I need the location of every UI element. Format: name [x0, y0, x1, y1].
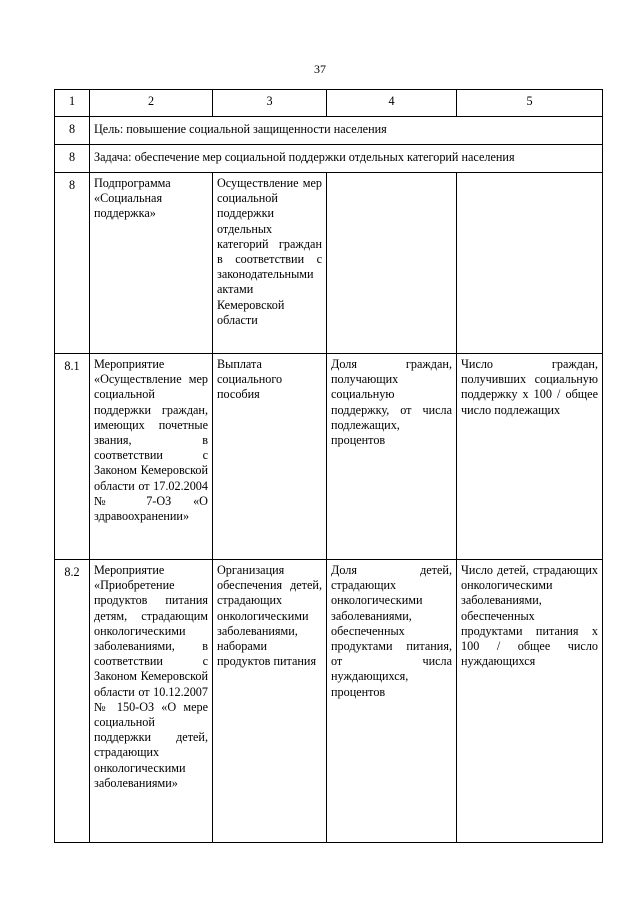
program-name-cell: Мероприятие «Осуществление мер социальной поддержки граждан, имеющих почетные звания, в соответствии с Законом Кемеровской области от 17.02.2004 № 7-ОЗ «О здравоохранении» [90, 354, 213, 560]
table-row [55, 560, 603, 843]
method-cell: Число детей, страдающих онкологическими заболеваниями, обеспеченных продуктами питания х 100 / общее число нуждающихся [457, 560, 603, 843]
header-cell: 2 [90, 90, 213, 117]
indicator-cell [327, 173, 457, 354]
measure-cell: Осуществление мер социальной поддержки отдельных категорий граждан в соответствии с законодательными актами Кемеровской области [213, 173, 327, 354]
table-row [55, 354, 603, 560]
row-number: 8.2 [55, 560, 90, 843]
method-cell [457, 173, 603, 354]
indicator-cell: Доля детей, страдающих онкологическими заболеваниями, обеспеченных продуктами питания, от числа нуждающихся, процентов [327, 560, 457, 843]
measure-cell: Организация обеспечения детей, страдающих онкологическими заболеваниями, наборами продуктов питания [213, 560, 327, 843]
header-cell: 5 [457, 90, 603, 117]
method-cell: Число граждан, получивших социальную поддержку х 100 / общее число подлежащих [457, 354, 603, 560]
header-cell: 1 [55, 90, 90, 117]
goal-text: Цель: повышение социальной защищенности населения [90, 117, 603, 145]
task-text: Задача: обеспечение мер социальной поддержки отдельных категорий населения [90, 145, 603, 173]
header-cell: 4 [327, 90, 457, 117]
program-name-cell: Подпрограмма «Социальная поддержка» [90, 173, 213, 354]
row-number: 8.1 [55, 354, 90, 560]
program-table [54, 89, 603, 843]
program-name-cell: Мероприятие «Приобретение продуктов питания детям, страдающим онкологическими заболеваниями, в соответствии с Законом Кемеровской области от 10.12.2007 № 150-ОЗ «О мере социальной поддержки детей, страдающих онкологическими заболеваниями» [90, 560, 213, 843]
header-cell: 3 [213, 90, 327, 117]
row-number: 8 [55, 173, 90, 354]
row-number: 8 [55, 145, 90, 173]
indicator-cell: Доля граждан, получающих социальную поддержку, от числа подлежащих, процентов [327, 354, 457, 560]
page-number: 37 [314, 62, 326, 76]
task-row [55, 145, 603, 173]
table-header-row [55, 90, 603, 117]
row-number: 8 [55, 117, 90, 145]
table-row [55, 173, 603, 354]
goal-row [55, 117, 603, 145]
measure-cell: Выплата социального пособия [213, 354, 327, 560]
